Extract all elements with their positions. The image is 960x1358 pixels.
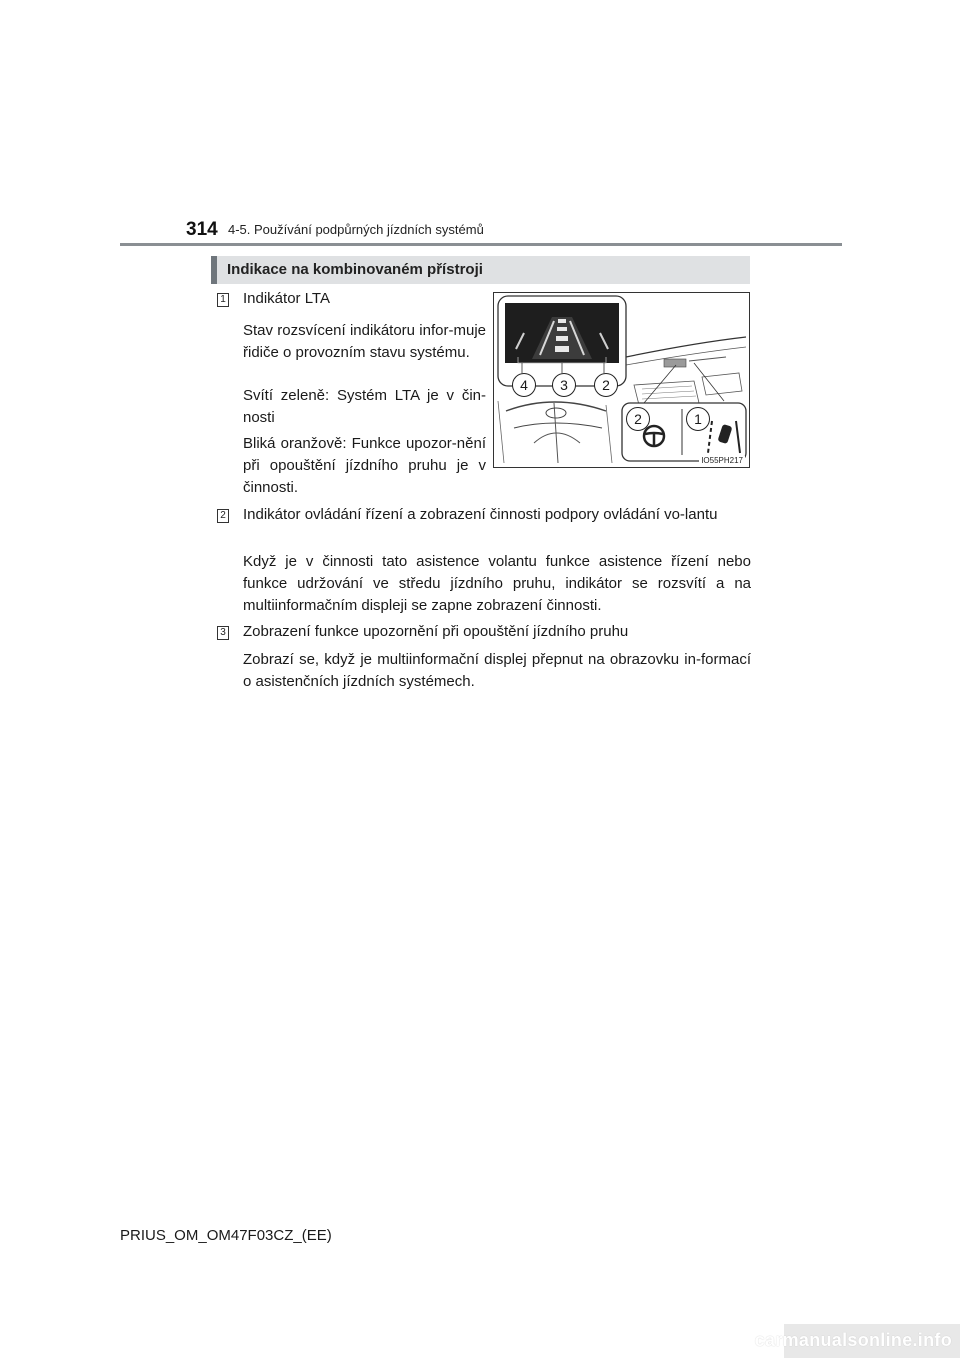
figure-callout-3: 3 xyxy=(552,373,576,397)
figure-code: IO55PH217 xyxy=(701,456,743,465)
instrument-cluster-figure xyxy=(493,292,750,468)
item-number-1: 1 xyxy=(217,293,229,307)
watermark-text: carmanualsonline.info xyxy=(754,1330,952,1350)
item-3-title: Zobrazení funkce upozornění při opouštění jízdního pruhu xyxy=(243,623,629,640)
item-1-paragraph-3: Bliká oranžově: Funkce upozor-nění při opouštění jízdního pruhu je v činnosti. xyxy=(243,435,486,496)
item-number-2: 2 xyxy=(217,509,229,523)
figure-callout-1-inset: 1 xyxy=(686,407,710,431)
figure-callout-4: 4 xyxy=(512,373,536,397)
chapter-title: 4-5. Používání podpůrných jízdních systémů xyxy=(228,222,484,237)
item-number-3: 3 xyxy=(217,626,229,640)
page-number: 314 xyxy=(186,219,218,240)
figure-callout-2: 2 xyxy=(594,373,618,397)
section-header xyxy=(211,256,750,284)
figure-callout-2-inset: 2 xyxy=(626,407,650,431)
header-rule xyxy=(120,243,842,246)
item-3-paragraph-1: Zobrazí se, když je multiinformační displej přepnut na obrazovku in-formací o asistenčních jízdních systémech. xyxy=(243,651,751,690)
item-1-paragraph-2: Svítí zeleně: Systém LTA je v čin-nosti xyxy=(243,387,486,426)
section-title: Indikace na kombinovaném přístroji xyxy=(227,261,483,278)
item-1-paragraph-1: Stav rozsvícení indikátoru infor-muje řidiče o provozním stavu systému. xyxy=(243,322,486,361)
document-id: PRIUS_OM_OM47F03CZ_(EE) xyxy=(120,1227,332,1244)
item-1-title: Indikátor LTA xyxy=(243,290,330,307)
watermark xyxy=(754,1324,960,1358)
item-2-title: Indikátor ovládání řízení a zobrazení činnosti podpory ovládání vo-lantu xyxy=(243,506,718,523)
item-2-paragraph-1: Když je v činnosti tato asistence volantu funkce asistence řízení nebo funkce udržování ve středu jízdního pruhu, indikátor se rozsvítí a na multiinformačním displeji se zapne zobrazení činnosti. xyxy=(243,553,751,614)
